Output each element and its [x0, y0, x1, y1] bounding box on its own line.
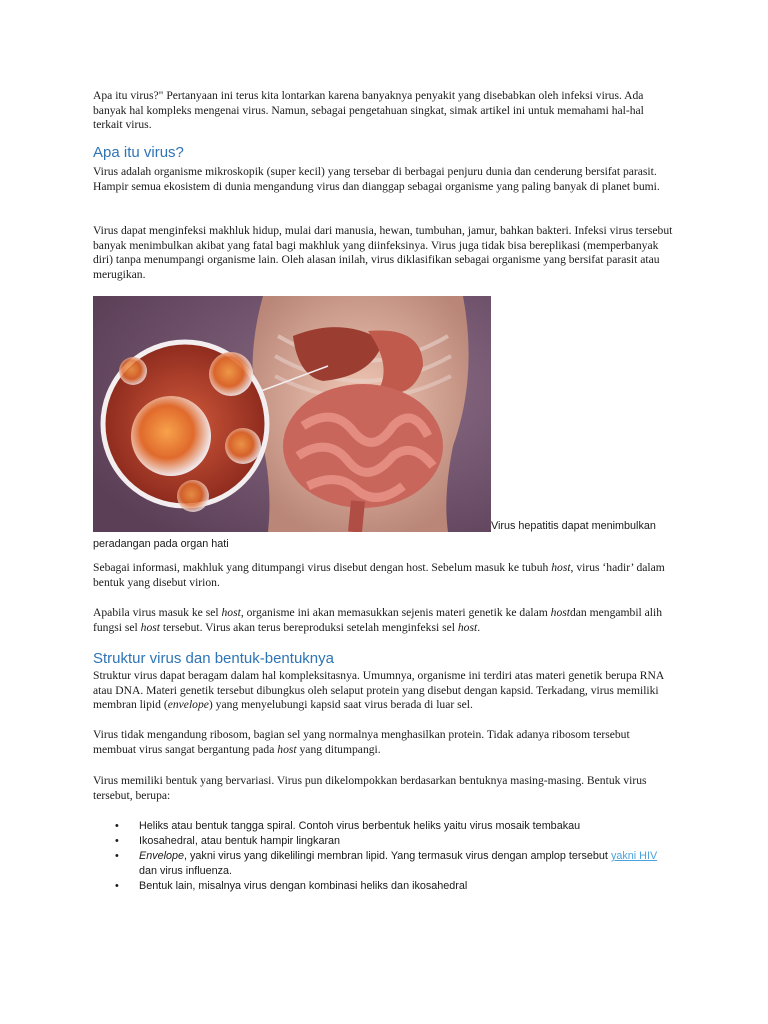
bullet-icon: •: [115, 880, 119, 892]
text-segment: , yakni virus yang dikelilingi membran lipid. Yang termasuk virus dengan amplop tersebut: [184, 850, 611, 862]
heading-apa-itu-virus: Apa itu virus?: [93, 144, 184, 161]
figure-caption-part2: peradangan pada organ hati: [93, 538, 229, 550]
emphasis-envelope: envelope: [167, 698, 209, 712]
paragraph-shapes-intro: Virus memiliki bentuk yang bervariasi. Virus pun dikelompokkan berdasarkan bentuknya masing-masing. Bentuk virus tersebut, berupa:: [93, 774, 647, 802]
emphasis-host: host: [551, 561, 571, 574]
bullet-icon: •: [115, 850, 119, 862]
list-item-text: Ikosahedral, atau bentuk hampir lingkaran: [139, 835, 341, 847]
paragraph-virus-enters-host: [93, 606, 673, 635]
text-segment: dan virus influenza.: [139, 865, 233, 877]
list-item: [93, 819, 673, 834]
emphasis-host: host: [221, 606, 241, 619]
hiv-link[interactable]: yakni HIV: [610, 850, 658, 862]
list-item-text: Heliks atau bentuk tangga spiral. Contoh virus berbentuk heliks yaitu virus mosaik tembakau: [139, 820, 581, 832]
paragraph-structure: [93, 669, 673, 713]
virus-shapes-list: [93, 819, 673, 894]
heading-struktur-virus: Struktur virus dan bentuk-bentuknya: [93, 650, 334, 667]
emphasis-host: host: [140, 620, 160, 634]
text-segment: ) yang menyelubungi kapsid saat virus berada di luar sel.: [208, 698, 473, 712]
text-segment: dan mengambil alih fungsi sel: [93, 606, 663, 634]
list-item: [93, 849, 673, 879]
text-segment: Virus tidak mengandung ribosom, bagian sel yang normalnya menghasilkan protein. Tidak adanya ribosom tersebut membuat virus sangat bergantung pada: [93, 728, 630, 756]
virus-illustration-image: [93, 296, 491, 532]
text-segment: Struktur virus dapat beragam dalam hal kompleksitasnya. Umumnya, organisme ini terdiri atas materi genetik berupa RNA atau DNA. Materi genetik tersebut dibungkus oleh selaput protein yang disebut dengan kapsid. Terkadang, virus memiliki membran lipid (: [93, 669, 664, 712]
bullet-icon: •: [115, 835, 119, 847]
text-segment: yang ditumpangi.: [296, 742, 381, 756]
list-item: [93, 834, 673, 849]
text-segment: tersebut. Virus akan terus bereproduksi setelah menginfeksi sel: [160, 620, 458, 634]
text-segment: .: [477, 620, 481, 634]
text-segment: , virus ‘hadir’ dalam bentuk yang disebut virion.: [93, 561, 665, 589]
text-segment: , organisme ini akan memasukkan sejenis materi genetik ke dalam: [240, 606, 551, 619]
paragraph-host: [93, 561, 673, 590]
figure-caption-part1: Virus hepatitis dapat menimbulkan: [491, 520, 656, 532]
emphasis-host: host: [277, 742, 297, 756]
intro-paragraph: Apa itu virus?" Pertanyaan ini terus kita lontarkan karena banyaknya penyakit yang disebabkan oleh infeksi virus. Ada banyak hal kompleks mengenai virus. Namun, sebagai pengetahuan singkat, simak artikel ini untuk memahami hal-hal terkait virus.: [93, 89, 644, 132]
paragraph-definition: Virus adalah organisme mikroskopik (super kecil) yang tersebar di berbagai penjuru dunia dan cenderung bersifat parasit. Hampir semua ekosistem di dunia mengandung virus dan dianggap sebagai organisme yang paling banyak di planet bumi.: [93, 165, 660, 193]
emphasis-host: host: [550, 606, 570, 619]
virus-and-digestive-system-illustration: [93, 296, 491, 532]
paragraph-infection: Virus dapat menginfeksi makhluk hidup, mulai dari manusia, hewan, tumbuhan, jamur, bahkan bakteri. Infeksi virus tersebut banyak menimbulkan akibat yang fatal bagi makhluk yang diinfeksinya. Virus juga tidak bisa bereplikasi (memperbanyak diri) tanpa menumpangi organisme lain. Oleh alasan inilah, virus diklasifikan sebagai organisme yang bersifat parasit atau merugikan.: [93, 224, 673, 281]
list-item: [93, 879, 673, 894]
bullet-icon: •: [115, 820, 119, 832]
list-item-text: Bentuk lain, misalnya virus dengan kombinasi heliks dan ikosahedral: [139, 880, 468, 892]
emphasis-envelope: Envelope: [139, 850, 185, 862]
text-segment: Sebagai informasi, makhluk yang ditumpangi virus disebut dengan host. Sebelum masuk ke tubuh: [93, 561, 552, 574]
emphasis-host: host: [457, 620, 478, 634]
paragraph-ribosome: [93, 728, 673, 757]
text-segment: Apabila virus masuk ke sel: [93, 606, 222, 619]
